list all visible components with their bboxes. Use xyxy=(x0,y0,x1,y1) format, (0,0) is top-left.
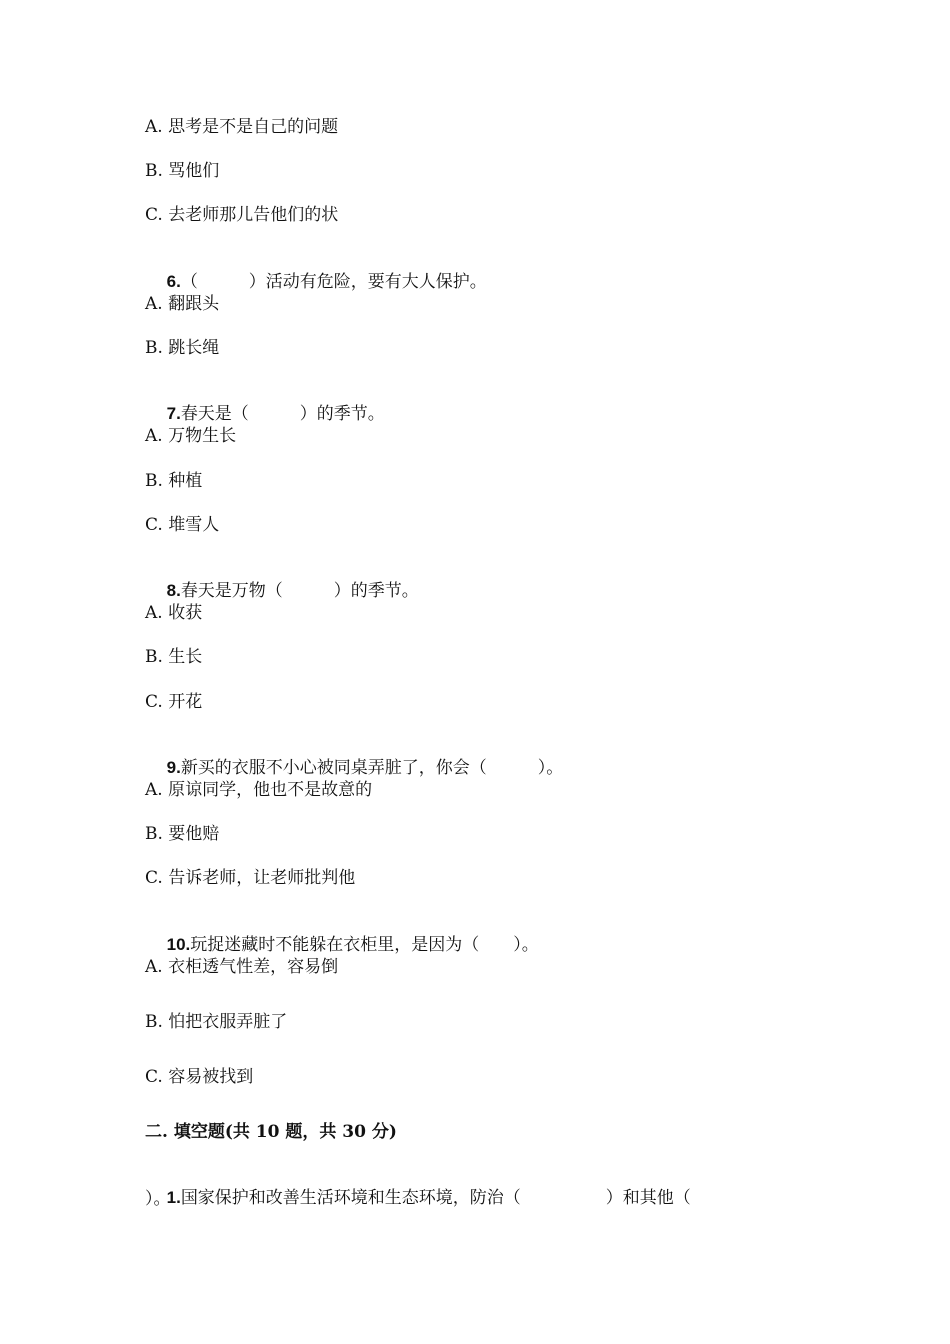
q9-option-a: A. 原谅同学，他也不是故意的 xyxy=(145,780,373,800)
question-8-number: 8. xyxy=(166,581,181,600)
q5-option-c: C. 去老师那儿告他们的状 xyxy=(145,205,339,225)
fill-question-1-number: 1. xyxy=(166,1188,181,1207)
question-8-text: 春天是万物（ ）的季节。 xyxy=(180,581,419,601)
q10-option-a: A. 衣柜透气性差，容易倒 xyxy=(145,957,339,977)
question-9-number: 9. xyxy=(166,758,181,777)
q7-option-b: B. 种植 xyxy=(145,471,203,491)
q5-option-a: A. 思考是不是自己的问题 xyxy=(145,117,339,137)
question-10-text: 玩捉迷藏时不能躲在衣柜里，是因为（ ）。 xyxy=(190,935,539,955)
q5-option-b: B. 骂他们 xyxy=(145,161,220,181)
q8-option-b: B. 生长 xyxy=(145,647,203,667)
q7-option-a: A. 万物生长 xyxy=(145,426,237,446)
q9-option-b: B. 要他赔 xyxy=(145,824,220,844)
question-6-number: 6. xyxy=(166,272,181,291)
fill-question-1 xyxy=(145,1165,691,1231)
fill-question-1-text-line1: 国家保护和改善生活环境和生态环境，防治（ ）和其他（ xyxy=(180,1188,691,1208)
q8-option-c: C. 开花 xyxy=(145,692,203,712)
question-9-text: 新买的衣服不小心被同桌弄脏了，你会（ ）。 xyxy=(180,758,564,778)
section-2-title: 二. 填空题(共 10 题，共 30 分) xyxy=(145,1122,397,1142)
question-7-text: 春天是（ ）的季节。 xyxy=(180,404,385,424)
question-7-number: 7. xyxy=(166,404,181,423)
q10-option-b: B. 怕把衣服弄脏了 xyxy=(145,1012,288,1032)
q6-option-a: A. 翻跟头 xyxy=(145,294,220,314)
fill-question-1-text-line2: ）。 xyxy=(145,1189,171,1209)
q8-option-a: A. 收获 xyxy=(145,603,203,623)
q9-option-c: C. 告诉老师，让老师批判他 xyxy=(145,868,356,888)
q6-option-b: B. 跳长绳 xyxy=(145,338,220,358)
q7-option-c: C. 堆雪人 xyxy=(145,515,220,535)
q10-option-c: C. 容易被找到 xyxy=(145,1067,254,1087)
question-10-number: 10. xyxy=(166,935,191,954)
question-6-text: （ ）活动有危险，要有大人保护。 xyxy=(180,272,487,292)
